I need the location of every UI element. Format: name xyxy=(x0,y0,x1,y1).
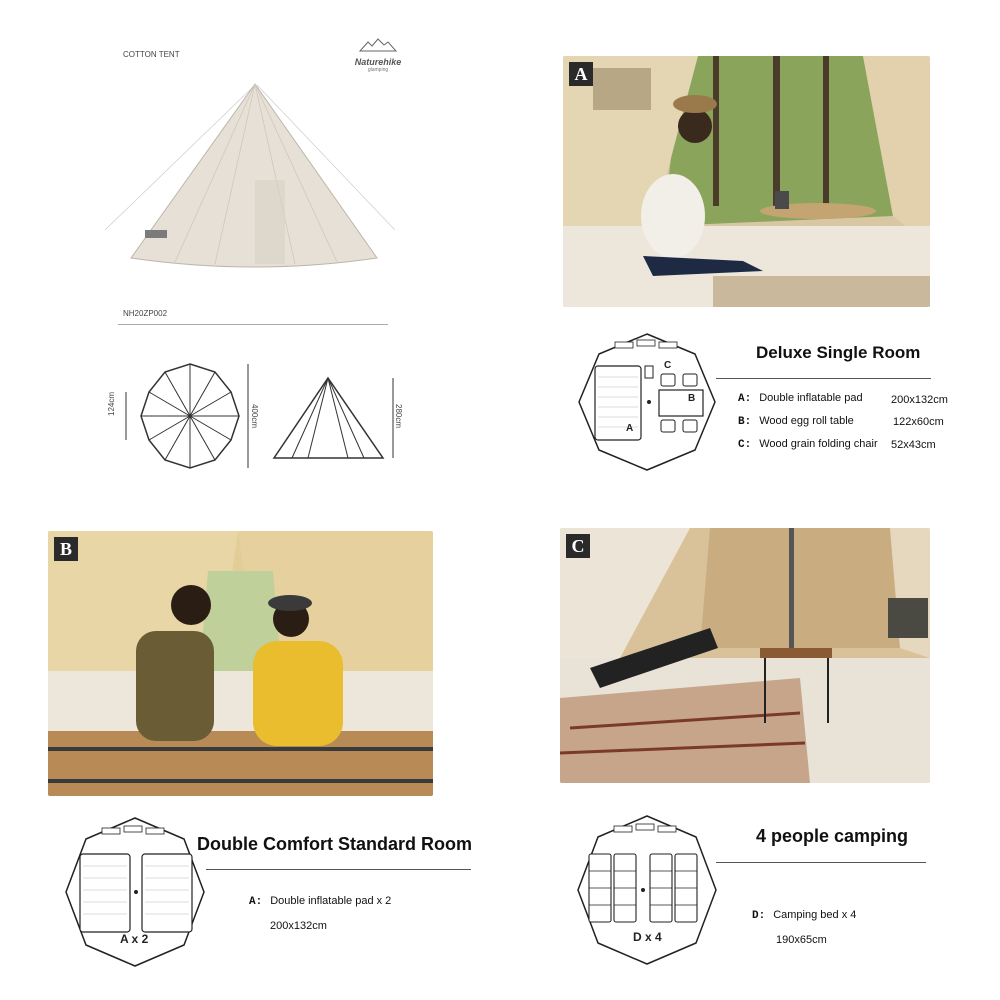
brand-name: Naturehike xyxy=(354,57,402,67)
brand-logo xyxy=(348,38,408,73)
plan-b-caption: A x 2 xyxy=(120,932,149,946)
mountain-skyline-icon xyxy=(358,38,398,52)
spec-key: D: xyxy=(752,910,766,922)
brand-sub: glamping xyxy=(367,67,389,73)
room-title-a: Deluxe Single Room xyxy=(756,343,921,362)
room-title-b: Double Comfort Standard Room xyxy=(197,834,472,854)
spec-name: Camping bed x 4 xyxy=(773,909,857,921)
room-title-c: 4 people camping xyxy=(756,826,909,846)
photo-b xyxy=(48,531,433,796)
spec-name: Double inflatable pad xyxy=(759,392,863,404)
spec-key: C: xyxy=(738,439,752,451)
spec-b-1-size: 200x132cm xyxy=(270,920,327,932)
spec-c-1-size: 190x65cm xyxy=(776,934,827,946)
spec-c-1 xyxy=(752,909,856,922)
dim-peak-height: 280cm xyxy=(394,404,403,429)
spec-a-2-size: 122x60cm xyxy=(893,416,944,428)
plan-a-label-a: A xyxy=(626,423,634,434)
spec-name: Wood egg roll table xyxy=(759,415,854,427)
spec-b-1 xyxy=(249,895,391,908)
plan-a-label-c: C xyxy=(664,360,672,371)
spec-a-3-size: 52x43cm xyxy=(891,439,936,451)
spec-a-3 xyxy=(738,438,878,451)
divider xyxy=(716,378,931,379)
spec-a-1 xyxy=(738,392,863,405)
photo-a xyxy=(563,56,930,307)
dim-side-height: 124cm xyxy=(107,391,116,416)
badge-c: C xyxy=(566,534,590,558)
spec-name: Wood grain folding chair xyxy=(759,438,878,450)
tent-illustration xyxy=(105,80,395,280)
spec-a-2 xyxy=(738,415,854,428)
plan-c-caption: D x 4 xyxy=(633,930,662,944)
badge-a: A xyxy=(569,62,593,86)
spec-key: A: xyxy=(249,896,263,908)
spec-key: B: xyxy=(738,416,752,428)
divider xyxy=(118,324,388,325)
divider xyxy=(206,869,471,870)
model-number: NH20ZP002 xyxy=(123,309,168,318)
spec-key: A: xyxy=(738,393,752,405)
dim-diameter: 400cm xyxy=(250,404,259,429)
photo-c xyxy=(560,528,930,783)
spec-a-1-size: 200x132cm xyxy=(891,394,948,406)
product-label: COTTON TENT xyxy=(123,50,180,59)
spec-name: Double inflatable pad x 2 xyxy=(270,895,392,907)
badge-b: B xyxy=(54,537,78,561)
floor-plan-a xyxy=(577,332,717,472)
divider xyxy=(716,862,926,863)
plan-a-label-b: B xyxy=(688,393,696,404)
